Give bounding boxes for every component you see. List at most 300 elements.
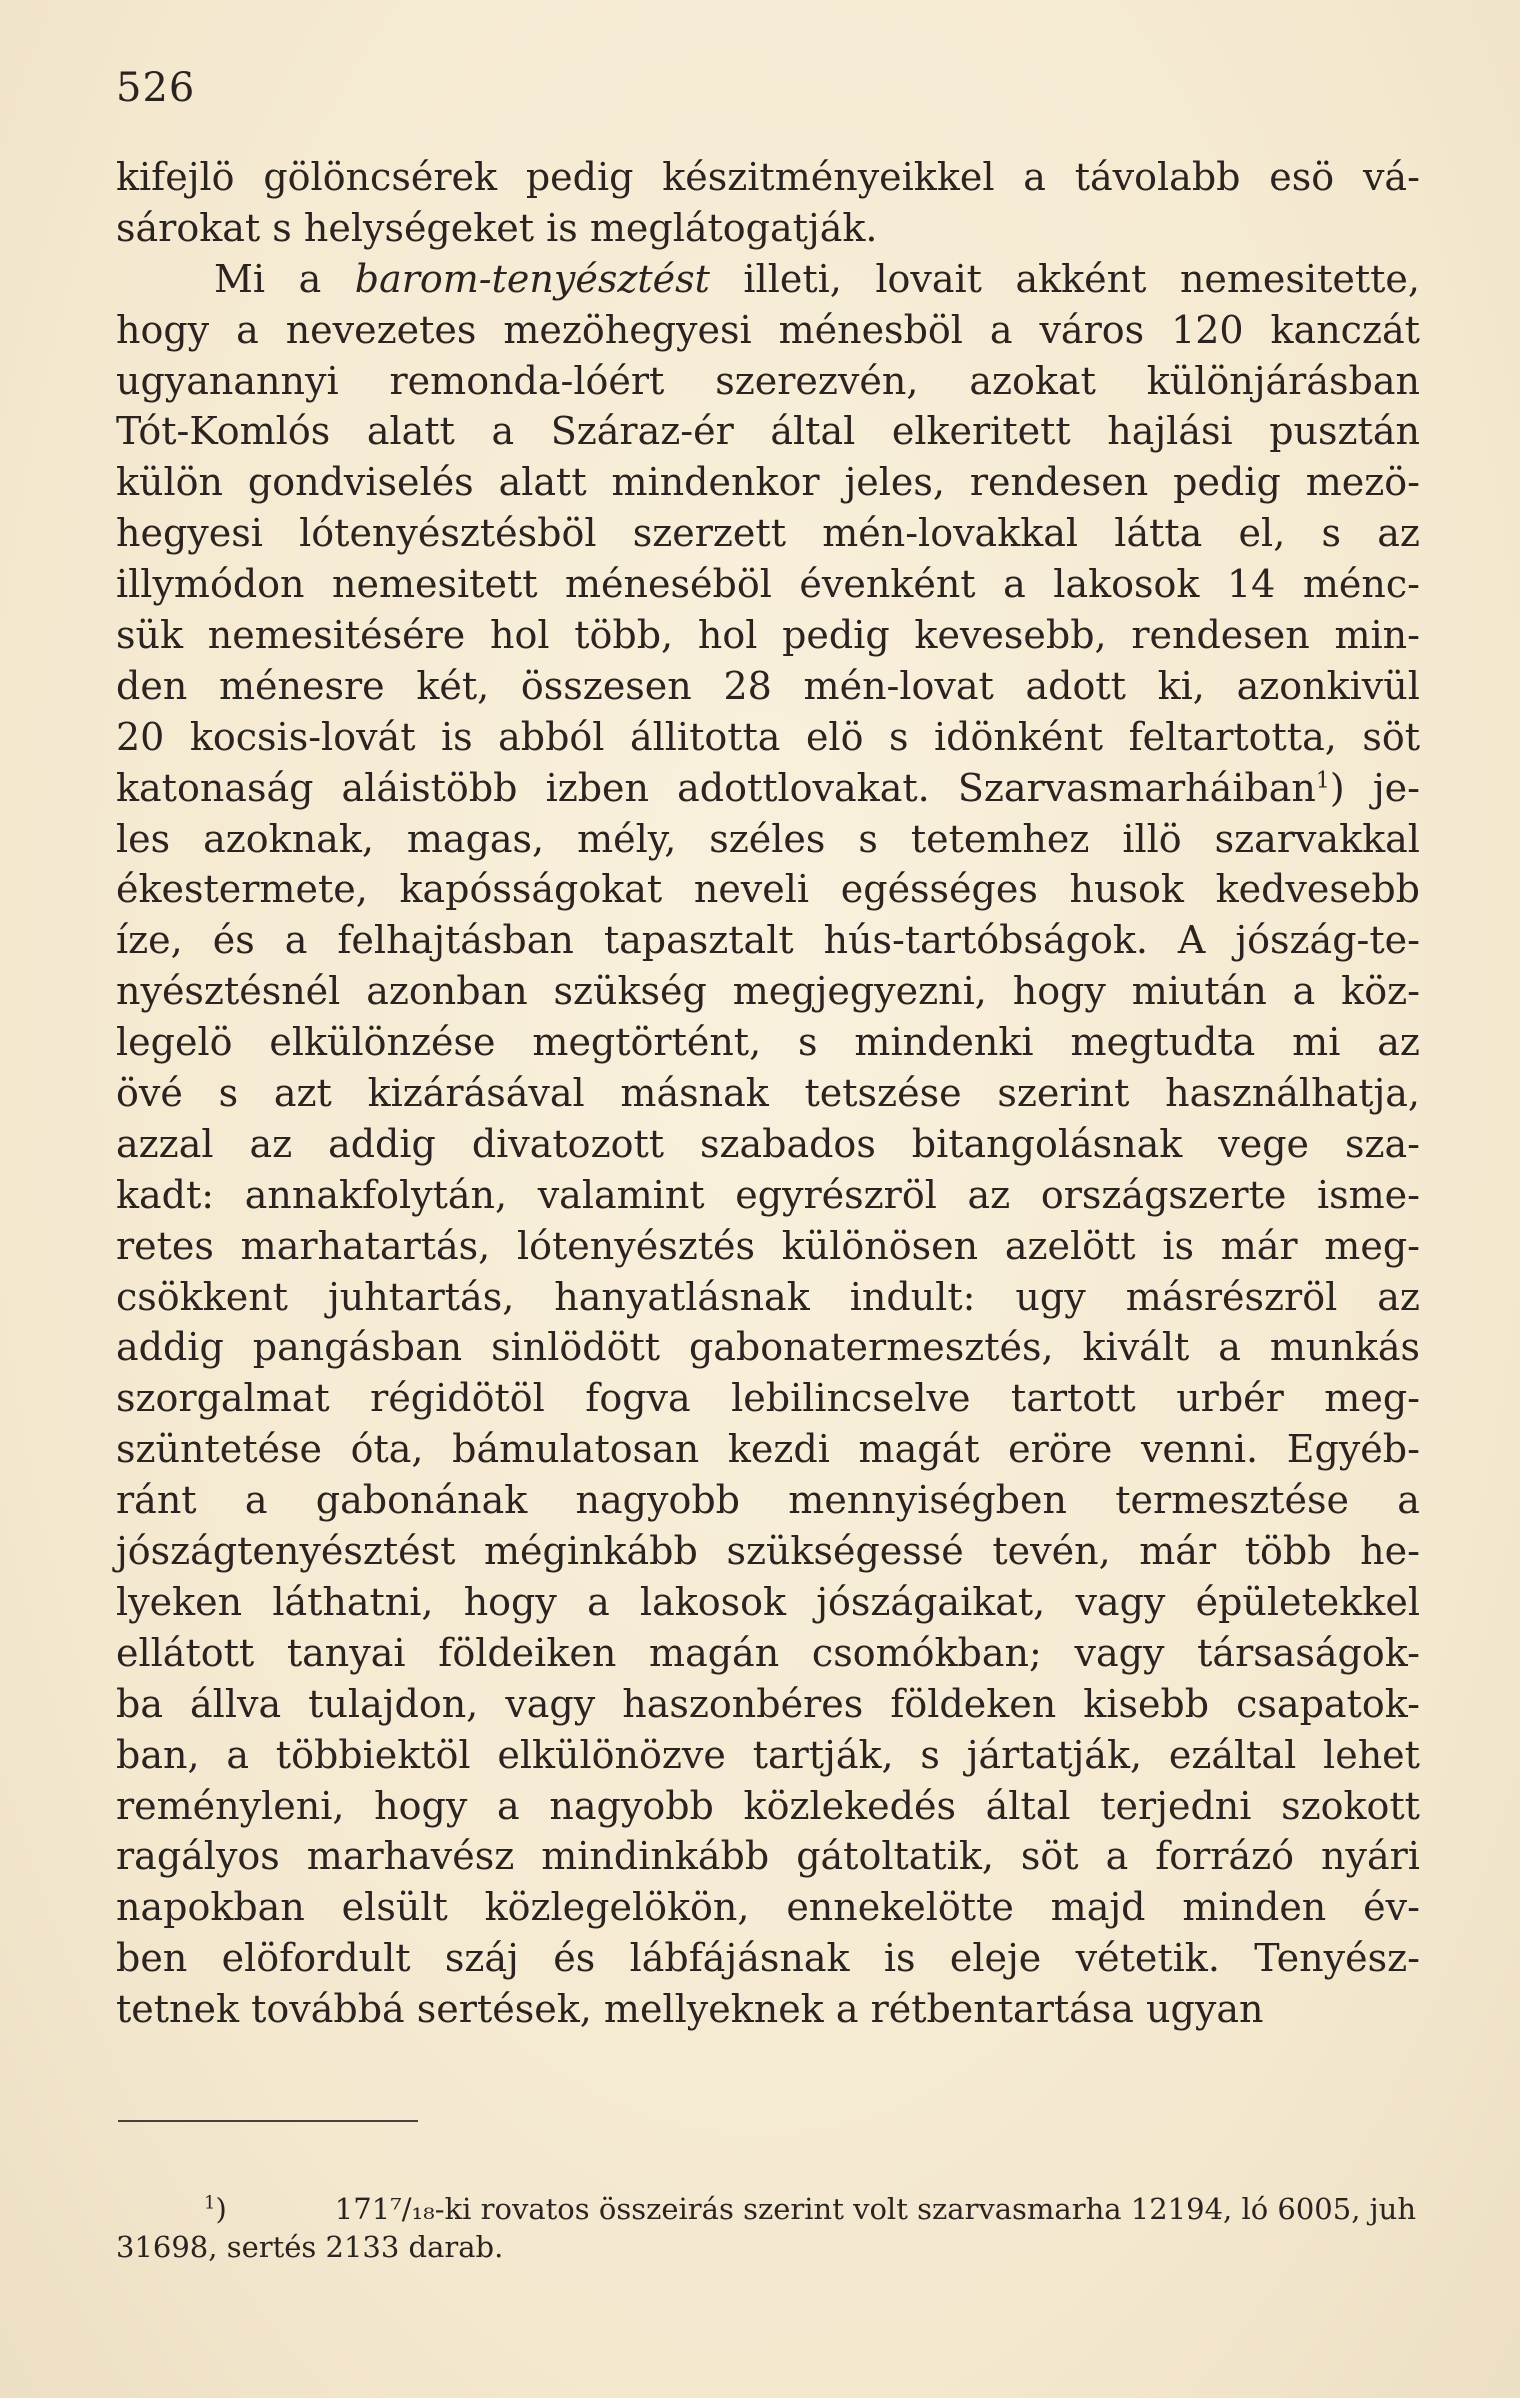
word: mély, xyxy=(577,816,677,861)
body-text xyxy=(116,152,1420,2035)
text-line xyxy=(116,661,1420,712)
word: termesztése xyxy=(1115,1478,1349,1523)
word: a xyxy=(298,256,322,301)
word: magán xyxy=(649,1630,780,1675)
word: többiektöl xyxy=(275,1732,471,1777)
word: azonban xyxy=(366,969,528,1014)
text-line xyxy=(116,712,1420,763)
word: divatozott xyxy=(471,1121,665,1166)
word: évenként xyxy=(799,562,976,607)
word: jeles, xyxy=(844,460,945,505)
word: nagyobb xyxy=(549,1783,714,1828)
word: magas, xyxy=(406,816,545,861)
word: idönként xyxy=(933,714,1104,759)
word: a xyxy=(226,1732,249,1777)
word: meglátogatják. xyxy=(589,205,878,250)
word: szarvakkal xyxy=(1214,816,1420,861)
word: söt xyxy=(1362,714,1420,759)
word: sza- xyxy=(1344,1121,1420,1166)
word: ugy xyxy=(1015,1274,1086,1319)
word: legelö xyxy=(116,1020,233,1065)
word: azt xyxy=(273,1071,332,1116)
word: szerezvén, xyxy=(715,358,919,403)
text-line xyxy=(116,1170,1420,1221)
word: A xyxy=(1177,918,1206,963)
word: tapasztalt xyxy=(603,918,794,963)
text-line xyxy=(116,1322,1420,1373)
word: söt xyxy=(1020,1834,1079,1879)
word: helységeket xyxy=(303,205,535,250)
word: övé xyxy=(116,1071,183,1116)
word: tetszése xyxy=(804,1071,962,1116)
word: marhatartás, xyxy=(240,1223,491,1268)
word: gabonának xyxy=(315,1478,528,1523)
word: mellyeknek xyxy=(603,1987,824,2032)
word: földeiken xyxy=(438,1630,617,1675)
word: és xyxy=(553,1936,596,1981)
word: is xyxy=(883,1936,916,1981)
text-line xyxy=(116,1984,1420,2035)
word: hol xyxy=(490,613,550,658)
word: szorgalmat xyxy=(116,1376,330,1421)
word: magát xyxy=(858,1427,980,1472)
word: adott xyxy=(1025,663,1126,708)
word: lótenyésztésböl xyxy=(299,511,597,556)
word: a xyxy=(1292,969,1316,1014)
word: indult: xyxy=(849,1274,976,1319)
word: külön xyxy=(116,460,224,505)
word: addig xyxy=(328,1121,436,1166)
word: szüntetése xyxy=(116,1427,322,1472)
word: vagy xyxy=(1074,1630,1165,1675)
word: látta xyxy=(1114,511,1203,556)
word: láthatni, xyxy=(272,1579,434,1624)
word: az xyxy=(967,1172,1011,1217)
word: és xyxy=(212,918,255,963)
word: venni. xyxy=(1140,1427,1259,1472)
word: továbbá xyxy=(251,1987,405,2032)
word: jószágtenyésztést xyxy=(116,1529,456,1574)
word: azokat xyxy=(969,358,1096,403)
word: min- xyxy=(1334,613,1420,658)
word: közlegelökön, xyxy=(484,1885,750,1930)
word: szabados xyxy=(699,1121,876,1166)
text-line xyxy=(116,305,1420,356)
word: eleje xyxy=(949,1936,1042,1981)
text-line xyxy=(116,1272,1420,1323)
word: kifejlö xyxy=(116,155,235,199)
word: tartják, xyxy=(752,1732,894,1777)
word: különösen xyxy=(781,1223,979,1268)
word: hogy xyxy=(1012,969,1106,1014)
word: mindinkább xyxy=(541,1834,770,1879)
word: a xyxy=(1023,155,1046,199)
word: vege xyxy=(1218,1121,1310,1166)
word: tartott xyxy=(1010,1376,1136,1421)
word: ránt xyxy=(116,1478,197,1523)
word: gondviselés xyxy=(247,460,474,505)
word: megjegyezni, xyxy=(732,969,987,1014)
word: isme- xyxy=(1316,1172,1420,1217)
word: les xyxy=(116,816,171,861)
word: a xyxy=(491,409,515,454)
text-line xyxy=(116,864,1420,915)
word: állitotta xyxy=(629,714,781,759)
word: szerzett xyxy=(632,511,786,556)
word: az xyxy=(1377,1020,1420,1065)
word: bitangolásnak xyxy=(911,1121,1183,1166)
word: állva xyxy=(190,1681,282,1726)
word: tevén, xyxy=(992,1529,1111,1574)
word: hanyatlásnak xyxy=(554,1274,810,1319)
footnote-reference: 1 xyxy=(1315,768,1330,794)
word: a xyxy=(497,1783,520,1828)
word: kadt: xyxy=(116,1172,215,1217)
text-line xyxy=(116,203,1420,254)
word: hol xyxy=(697,613,758,658)
word: vá- xyxy=(1362,155,1420,199)
word: Tenyész- xyxy=(1254,1936,1420,1981)
word: mén-lovakkal xyxy=(822,511,1079,556)
word: je- xyxy=(1372,765,1420,810)
word: lakosok xyxy=(639,1579,787,1624)
word: csomókban; xyxy=(811,1630,1042,1675)
word: lehet xyxy=(1323,1732,1420,1777)
text-line xyxy=(116,966,1420,1017)
word: azonkivül xyxy=(1236,663,1420,708)
word: lebilincselve xyxy=(731,1376,971,1421)
text-line xyxy=(116,1577,1420,1628)
word: 20 xyxy=(116,714,165,759)
word: fogva xyxy=(585,1376,691,1421)
word: rétbentartása xyxy=(870,1987,1134,2032)
footnote xyxy=(116,2190,1416,2266)
word: országszerte xyxy=(1040,1172,1287,1217)
word: különjárásban xyxy=(1146,358,1420,403)
word: ménesre xyxy=(219,663,385,708)
word: illymódon xyxy=(116,562,305,607)
footnote-text-2: 31698, sertés 2133 darab. xyxy=(116,2230,504,2264)
word: két, xyxy=(416,663,490,708)
word: köz- xyxy=(1341,969,1420,1014)
word: nemesitésére xyxy=(207,613,466,658)
word: lovait xyxy=(875,256,982,301)
word: sertések, xyxy=(416,1987,592,2032)
word: elöfordult xyxy=(221,1936,411,1981)
text-line xyxy=(116,1882,1420,1933)
word: kisebb xyxy=(1083,1681,1210,1726)
word: szokott xyxy=(1281,1783,1420,1828)
word: annakfolytán, xyxy=(244,1172,508,1217)
word: ezáltal xyxy=(1168,1732,1297,1777)
word: adottlovakat. xyxy=(677,765,930,810)
word: mindenkor xyxy=(611,460,820,505)
word: kezdi xyxy=(727,1427,830,1472)
word: méginkább xyxy=(484,1529,698,1574)
text-line xyxy=(116,915,1420,966)
word: több, xyxy=(574,613,674,658)
word: ennekelötte xyxy=(786,1885,1014,1930)
word: azzal xyxy=(116,1121,214,1166)
word: rendesen xyxy=(969,460,1149,505)
word: azelött xyxy=(1004,1223,1136,1268)
text-line xyxy=(116,1221,1420,1272)
word: régidötöl xyxy=(370,1376,545,1421)
word: másnak xyxy=(620,1071,769,1116)
word: is xyxy=(1162,1223,1194,1268)
word: nyári xyxy=(1321,1834,1420,1879)
word: abból xyxy=(498,714,605,759)
word: nemesitette, xyxy=(1179,256,1420,301)
word: he- xyxy=(1360,1529,1420,1574)
text-line xyxy=(116,356,1420,407)
word: alatt xyxy=(498,460,587,505)
word: munkás xyxy=(1269,1325,1420,1370)
word: Szarvasmarháiban$^1$) xyxy=(957,765,1345,810)
word: kizárásával xyxy=(367,1071,585,1116)
word: év- xyxy=(1363,1885,1420,1930)
word: eröre xyxy=(1008,1427,1113,1472)
text-line xyxy=(116,152,1420,203)
word: tanyai xyxy=(286,1630,406,1675)
word: száj xyxy=(444,1936,519,1981)
word: készitményeikkel xyxy=(662,155,995,199)
word: szerint xyxy=(997,1071,1130,1116)
footnote-marker: $^1$) xyxy=(204,2192,227,2226)
word: íze, xyxy=(116,918,183,963)
word: már xyxy=(1220,1223,1298,1268)
word: társaságok- xyxy=(1197,1630,1420,1675)
text-line xyxy=(116,1068,1420,1119)
word: használhatja, xyxy=(1165,1071,1420,1116)
word: hegyesi xyxy=(116,511,263,556)
footnote-line-1 xyxy=(116,2190,1416,2228)
word: lyeken xyxy=(116,1579,243,1624)
word: vagy xyxy=(505,1681,596,1726)
word: a xyxy=(1003,562,1026,607)
word: nagyobb xyxy=(575,1478,740,1523)
word: csökkent xyxy=(116,1274,288,1319)
word: reményleni, xyxy=(116,1783,345,1828)
page-number: 526 xyxy=(116,65,196,111)
word: aláistöbb xyxy=(341,765,518,810)
word: elkülönzése xyxy=(269,1020,496,1065)
word: által xyxy=(985,1783,1071,1828)
word: mennyiségben xyxy=(788,1478,1067,1523)
word: kivált xyxy=(1082,1325,1190,1370)
text-line xyxy=(116,1526,1420,1577)
word: valamint xyxy=(537,1172,705,1217)
word: a xyxy=(587,1579,610,1624)
word: lábfájásnak xyxy=(629,1936,850,1981)
word: mindenki xyxy=(854,1020,1034,1065)
word: másrészröl xyxy=(1125,1274,1338,1319)
footnote-line-2 xyxy=(116,2228,1416,2266)
word: a xyxy=(244,1478,268,1523)
word: rendesen xyxy=(1131,613,1310,658)
word: s xyxy=(920,1732,940,1777)
word: kevesebb, xyxy=(914,613,1107,658)
word: elkeritett xyxy=(891,409,1071,454)
text-line xyxy=(116,1424,1420,1475)
word: illeti, xyxy=(743,256,842,301)
word: ménesböl xyxy=(778,307,963,352)
word: vétetik. xyxy=(1075,1936,1220,1981)
text-line xyxy=(116,406,1420,457)
word: mén-lovat xyxy=(803,663,994,708)
word: s xyxy=(888,714,909,759)
word: juhtartás, xyxy=(327,1274,515,1319)
word: azoknak, xyxy=(203,816,374,861)
word: tetemhez xyxy=(910,816,1090,861)
word: urbér xyxy=(1176,1376,1284,1421)
word: a xyxy=(1105,1834,1129,1879)
word: gátoltatik, xyxy=(796,1834,994,1879)
word: is xyxy=(440,714,473,759)
word: retes xyxy=(116,1223,214,1268)
word: szükségessé xyxy=(726,1529,964,1574)
word: katonaság xyxy=(116,765,314,810)
word: a xyxy=(284,918,308,963)
word: napokban xyxy=(116,1885,305,1930)
text-line xyxy=(116,1119,1420,1170)
word: mi xyxy=(1292,1020,1341,1065)
word: a xyxy=(835,1987,859,2032)
word: bámulatosan xyxy=(452,1427,700,1472)
word: megtörtént, xyxy=(532,1020,762,1065)
word: ménc- xyxy=(1302,562,1420,607)
footnote-separator xyxy=(118,2120,418,2122)
word: is xyxy=(546,205,578,250)
word: gabonatermesztés, xyxy=(688,1325,1054,1370)
word: den xyxy=(116,663,188,708)
text-line xyxy=(116,1781,1420,1832)
word: pangásban xyxy=(252,1325,463,1370)
text-line xyxy=(116,254,1420,305)
word: a xyxy=(989,307,1013,352)
word: s xyxy=(218,1071,239,1116)
word: pedig xyxy=(1173,460,1281,505)
text-line xyxy=(116,1933,1420,1984)
word: a xyxy=(1218,1325,1241,1370)
word: nemesitett xyxy=(332,562,538,607)
text-line xyxy=(116,508,1420,559)
word: a xyxy=(236,307,259,352)
word: több xyxy=(1244,1529,1332,1574)
text-line xyxy=(116,457,1420,508)
word: haszonbéres xyxy=(622,1681,864,1726)
word: ellátott xyxy=(116,1630,255,1675)
word: illö xyxy=(1122,816,1182,861)
text-line xyxy=(116,1679,1420,1730)
word: közlekedés xyxy=(743,1783,956,1828)
word: tulajdon, xyxy=(308,1681,479,1726)
word: megtudta xyxy=(1070,1020,1256,1065)
word: elkülönözve xyxy=(497,1732,726,1777)
word: s xyxy=(1321,511,1342,556)
word: tetnek xyxy=(116,1987,240,2032)
word: hús-tartóbságok. xyxy=(823,918,1148,963)
word: terjedni xyxy=(1100,1783,1252,1828)
word: elsült xyxy=(341,1885,448,1930)
word: hogy xyxy=(116,307,210,352)
word: ben xyxy=(116,1936,188,1981)
text-line xyxy=(116,1730,1420,1781)
word: Tót-Komlós xyxy=(116,409,331,454)
word: husok xyxy=(1069,867,1184,912)
word: az xyxy=(1377,1274,1420,1319)
word: ba xyxy=(116,1681,163,1726)
word: kedvesebb xyxy=(1215,867,1420,912)
word: az xyxy=(1377,511,1420,556)
word: el, xyxy=(1238,511,1286,556)
word: méneséböl xyxy=(565,562,772,607)
word: pedig xyxy=(525,155,634,199)
word: nyésztésnél xyxy=(116,969,341,1014)
word: mezöhegyesi xyxy=(503,307,752,352)
word: elö xyxy=(805,714,864,759)
text-line xyxy=(116,763,1420,814)
footnote-text-1: 171⁷/₁₈-ki rovatos összeirás szerint volt szarvasmarha 12194, ló 6005, juh xyxy=(334,2192,1416,2226)
word: szükség xyxy=(553,969,707,1014)
word: a xyxy=(1397,1478,1420,1523)
word: sinlödött xyxy=(491,1325,660,1370)
word: minden xyxy=(1182,1885,1327,1930)
word: lakosok xyxy=(1053,562,1200,607)
word: marhavész xyxy=(306,1834,515,1879)
word: ki, xyxy=(1157,663,1205,708)
word: alatt xyxy=(366,409,455,454)
word: egyrészröl xyxy=(735,1172,937,1217)
word: kocsis-lovát xyxy=(189,714,416,759)
text-line xyxy=(116,559,1420,610)
word: ban, xyxy=(116,1732,200,1777)
word: Mi xyxy=(214,256,266,301)
word: forrázó xyxy=(1155,1834,1295,1879)
word: meg- xyxy=(1324,1376,1420,1421)
word: jószág-te- xyxy=(1235,918,1420,963)
word: felhajtásban xyxy=(337,918,574,963)
text-line xyxy=(116,610,1420,661)
word: neveli xyxy=(693,867,810,912)
word: város xyxy=(1039,307,1145,352)
word: ékestermete, xyxy=(116,867,368,912)
word: ugyanannyi xyxy=(116,358,339,403)
text-line xyxy=(116,1373,1420,1424)
text-line xyxy=(116,814,1420,865)
word: nevezetes xyxy=(285,307,477,352)
word: hogy xyxy=(374,1783,468,1828)
word: vagy xyxy=(1075,1579,1166,1624)
word: s xyxy=(798,1020,818,1065)
word: jártatják, xyxy=(966,1732,1143,1777)
word: összesen xyxy=(520,663,692,708)
word: ragályos xyxy=(116,1834,280,1879)
word: 14 xyxy=(1226,562,1276,607)
word: széles xyxy=(709,816,826,861)
word: távolabb xyxy=(1074,155,1241,199)
word: kanczát xyxy=(1270,307,1420,352)
word: s xyxy=(272,205,292,250)
text-line xyxy=(116,1017,1420,1068)
word: Egyéb- xyxy=(1286,1427,1420,1472)
word: óta, xyxy=(350,1427,424,1472)
word: jószágaikat, xyxy=(816,1579,1046,1624)
word: akként xyxy=(1015,256,1147,301)
text-line xyxy=(116,1475,1420,1526)
text-line xyxy=(116,1628,1420,1679)
word: addig xyxy=(116,1325,224,1370)
